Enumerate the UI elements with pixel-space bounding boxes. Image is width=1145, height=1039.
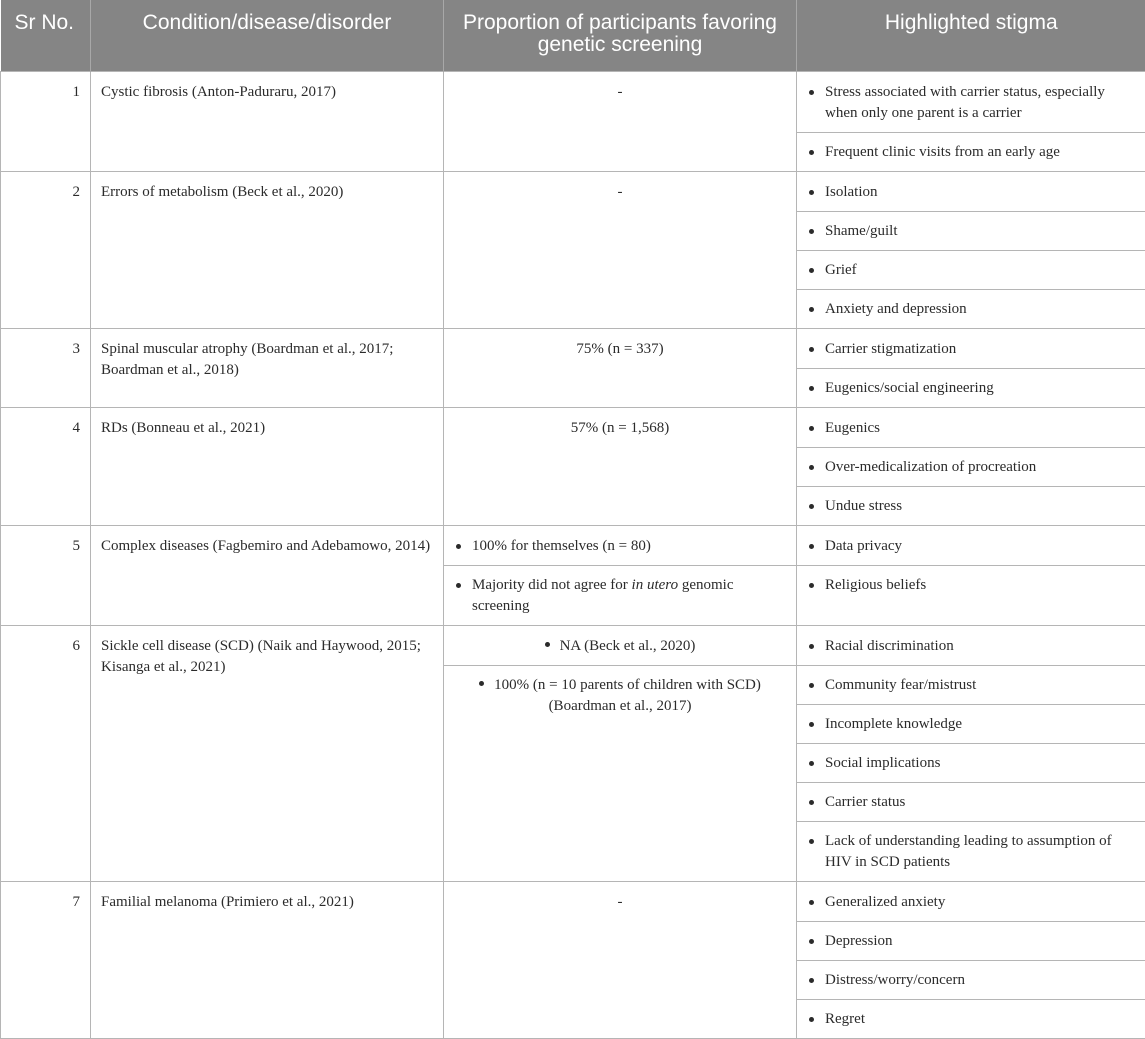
bullet-icon [809,644,814,649]
stigma-cell [797,625,1145,881]
bullet-icon [809,1017,814,1022]
stigma-item: Shame/guilt [797,211,1145,250]
proportion-item: 100% for themselves (n = 80) [444,526,796,565]
condition-cell: Familial melanoma (Primiero et al., 2021) [91,881,444,1038]
proportion-cell: 75% (n = 337) [444,328,797,407]
row-number: 5 [1,525,91,625]
bullet-icon [809,583,814,588]
stigma-item: Religious beliefs [797,565,1145,604]
stigma-item: Carrier status [797,782,1145,821]
proportion-cell [444,625,797,881]
stigma-item: Eugenics [797,408,1145,447]
condition-cell: Spinal muscular atrophy (Boardman et al., 2017; Boardman et al., 2018) [91,328,444,407]
row-number: 4 [1,407,91,525]
row-number: 1 [1,71,91,171]
header-stigma: Highlighted stigma [797,0,1145,71]
proportion-item: 100% (n = 10 parents of children with SCD) (Boardman et al., 2017) [444,665,796,725]
stigma-cell [797,881,1145,1038]
stigma-item: Isolation [797,172,1145,211]
table-row [1,328,1145,407]
header-condition: Condition/disease/disorder [91,0,444,71]
stigma-item: Frequent clinic visits from an early age [797,132,1145,171]
table-row [1,171,1145,328]
bullet-icon [809,978,814,983]
stigma-item: Regret [797,999,1145,1038]
row-number: 6 [1,625,91,881]
header-sr-no: Sr No. [1,0,91,71]
proportion-item: Majority did not agree for in utero genomic screening [444,565,796,625]
stigma-item: Social implications [797,743,1145,782]
bullet-icon [809,347,814,352]
proportion-cell [444,525,797,625]
stigma-item: Community fear/mistrust [797,665,1145,704]
bullet-icon [809,761,814,766]
stigma-item: Anxiety and depression [797,289,1145,328]
condition-cell: Errors of metabolism (Beck et al., 2020) [91,171,444,328]
bullet-icon [809,939,814,944]
bullet-icon [479,681,484,686]
condition-cell: Cystic fibrosis (Anton-Paduraru, 2017) [91,71,444,171]
row-number: 2 [1,171,91,328]
bullet-icon [809,839,814,844]
bullet-icon [809,386,814,391]
bullet-icon [809,504,814,509]
stigma-item: Distress/worry/concern [797,960,1145,999]
row-number: 7 [1,881,91,1038]
table-row [1,625,1145,881]
table-row [1,71,1145,171]
stigma-item: Depression [797,921,1145,960]
stigma-item: Generalized anxiety [797,882,1145,921]
bullet-icon [809,268,814,273]
table-header [1,0,1145,71]
stigma-cell [797,171,1145,328]
bullet-icon [809,544,814,549]
stigma-item: Over-medicalization of procreation [797,447,1145,486]
stigma-item: Incomplete knowledge [797,704,1145,743]
bullet-icon [456,544,461,549]
condition-cell: Sickle cell disease (SCD) (Naik and Haywood, 2015; Kisanga et al., 2021) [91,625,444,881]
bullet-icon [809,722,814,727]
header-proportion: Proportion of participants favoring genetic screening [444,0,797,71]
bullet-icon [809,426,814,431]
stigma-item: Data privacy [797,526,1145,565]
bullet-icon [809,229,814,234]
bullet-icon [809,683,814,688]
proportion-cell: - [444,881,797,1038]
stigma-item: Undue stress [797,486,1145,525]
bullet-icon [809,90,814,95]
bullet-icon [809,800,814,805]
table-row [1,881,1145,1038]
condition-cell: RDs (Bonneau et al., 2021) [91,407,444,525]
stigma-cell [797,71,1145,171]
table-row [1,525,1145,625]
proportion-cell: 57% (n = 1,568) [444,407,797,525]
table-row [1,407,1145,525]
stigma-item: Lack of understanding leading to assumption of HIV in SCD patients [797,821,1145,881]
row-number: 3 [1,328,91,407]
stigma-cell [797,328,1145,407]
proportion-cell: - [444,71,797,171]
bullet-icon [545,642,550,647]
stigma-item: Carrier stigmatization [797,329,1145,368]
stigma-item: Eugenics/social engineering [797,368,1145,407]
condition-cell: Complex diseases (Fagbemiro and Adebamowo, 2014) [91,525,444,625]
bullet-icon [809,900,814,905]
stigma-cell [797,407,1145,525]
bullet-icon [809,465,814,470]
bullet-icon [809,307,814,312]
stigma-item: Grief [797,250,1145,289]
bullet-icon [809,190,814,195]
stigma-item: Racial discrimination [797,626,1145,665]
stigma-item: Stress associated with carrier status, especially when only one parent is a carrier [797,72,1145,132]
bullet-icon [456,583,461,588]
proportion-item: NA (Beck et al., 2020) [444,626,796,665]
stigma-cell [797,525,1145,625]
bullet-icon [809,150,814,155]
proportion-cell: - [444,171,797,328]
